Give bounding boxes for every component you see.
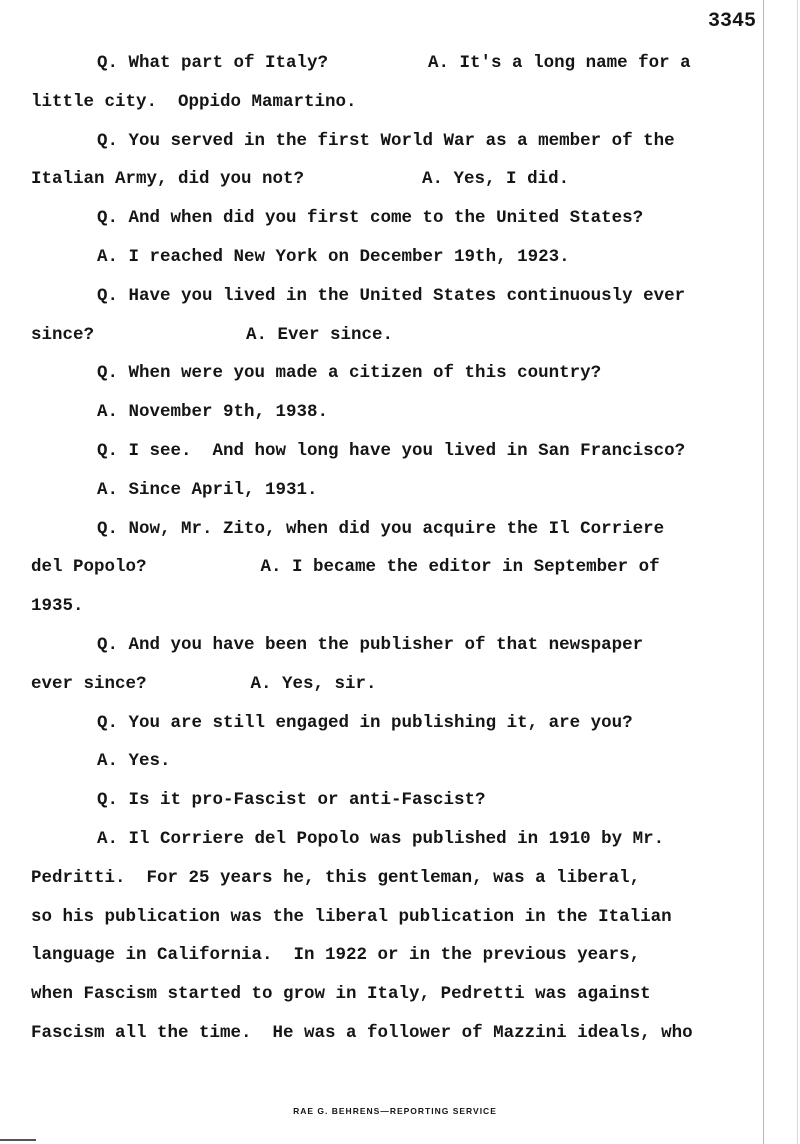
answer-text: A. Yes, sir. xyxy=(250,673,377,694)
line-text: Q. Now, Mr. Zito, when did you acquire the Il Corriere xyxy=(97,518,665,539)
transcript-line xyxy=(31,44,771,83)
line-text: Q. I see. And how long have you lived in San Francisco? xyxy=(97,440,686,461)
transcript-line xyxy=(31,316,771,355)
transcript-line xyxy=(31,626,771,665)
transcript-line xyxy=(31,781,771,820)
transcript-line xyxy=(31,742,771,781)
line-text: so his publication was the liberal publication in the Italian xyxy=(31,906,672,927)
transcript-line xyxy=(31,238,771,277)
line-text: when Fascism started to grow in Italy, Pedretti was against xyxy=(31,984,651,1005)
line-text: A. Since April, 1931. xyxy=(97,479,318,500)
transcript-line xyxy=(31,122,771,161)
transcript-line xyxy=(31,277,771,316)
transcript-line xyxy=(31,975,771,1014)
line-text: Q. When were you made a citizen of this country? xyxy=(97,363,602,384)
line-text: Pedritti. For 25 years he, this gentleman, was a liberal, xyxy=(31,867,641,888)
line-text: A. Il Corriere del Popolo was published in 1910 by Mr. xyxy=(97,828,665,849)
line-text: Italian Army, did you not? xyxy=(31,169,305,190)
line-text: Fascism all the time. He was a follower of Mazzini ideals, who xyxy=(31,1022,693,1043)
line-text: A. I reached New York on December 19th, 1923. xyxy=(97,246,570,267)
transcript-line xyxy=(31,471,771,510)
line-text: Q. Have you lived in the United States continuously ever xyxy=(97,285,686,306)
line-text: A. Yes. xyxy=(97,751,171,772)
line-text: since? xyxy=(31,324,95,345)
page-number: 3345 xyxy=(707,10,756,33)
line-text: Q. You served in the first World War as a member of the xyxy=(97,130,675,151)
transcript-line xyxy=(31,160,771,199)
line-text: Q. And you have been the publisher of that newspaper xyxy=(97,634,644,655)
line-text: ever since? xyxy=(31,673,147,694)
transcript-line xyxy=(31,393,771,432)
line-text: language in California. In 1922 or in the previous years, xyxy=(31,945,641,966)
transcript-line xyxy=(31,510,771,549)
transcript-line xyxy=(31,936,771,975)
transcript-line xyxy=(31,83,771,122)
line-text: del Popolo? xyxy=(31,557,147,578)
line-text: Q. What part of Italy? xyxy=(97,53,329,73)
transcript-line xyxy=(31,820,771,859)
line-text: Q. Is it pro-Fascist or anti-Fascist? xyxy=(97,790,486,811)
transcript-line xyxy=(31,898,771,937)
transcript-line xyxy=(31,665,771,704)
transcript-line xyxy=(31,704,771,743)
edge-rule xyxy=(797,0,798,1144)
line-text: A. November 9th, 1938. xyxy=(97,402,329,423)
transcript-line xyxy=(31,1014,771,1053)
line-text: Q. You are still engaged in publishing it, are you? xyxy=(97,712,633,733)
answer-text: A. Ever since. xyxy=(246,324,394,345)
transcript-line xyxy=(31,432,771,471)
reporter-footer: RAE G. BEHRENS—REPORTING SERVICE xyxy=(293,1106,497,1116)
transcript-line xyxy=(31,859,771,898)
answer-text: A. It's a long name for a xyxy=(428,53,691,73)
corner-mark xyxy=(0,1139,36,1141)
line-text: Q. And when did you first come to the United States? xyxy=(97,208,644,229)
line-text: 1935. xyxy=(31,596,84,617)
transcript-body xyxy=(31,44,771,1053)
transcript-line xyxy=(31,199,771,238)
transcript-line xyxy=(31,587,771,626)
transcript-line xyxy=(31,354,771,393)
answer-text: A. Yes, I did. xyxy=(422,169,570,190)
answer-text: A. I became the editor in September of xyxy=(260,557,660,578)
transcript-line xyxy=(31,548,771,587)
line-text: little city. Oppido Mamartino. xyxy=(31,91,357,112)
